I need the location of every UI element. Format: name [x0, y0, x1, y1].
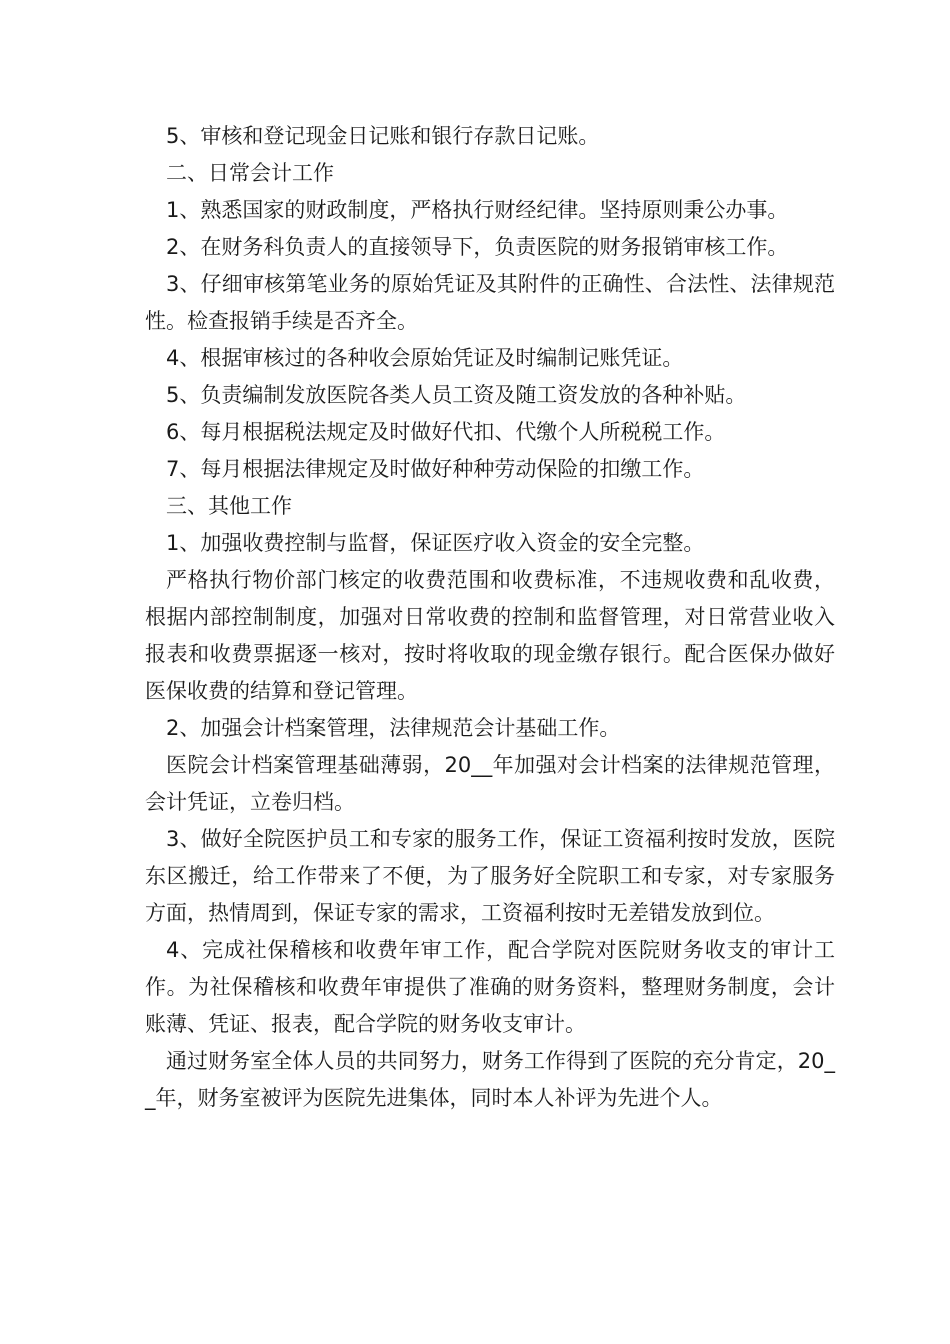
paragraph-item-3: 3、仔细审核第笔业务的原始凭证及其附件的正确性、合法性、法律规范性。检查报销手续是否齐全。 — [145, 272, 835, 333]
paragraph-item-2: 2、在财务科负责人的直接领导下，负责医院的财务报销审核工作。 — [166, 235, 789, 259]
paragraph-item-5-audit: 5、审核和登记现金日记账和银行存款日记账。 — [166, 124, 600, 148]
paragraph-other-3: 3、做好全院医护员工和专家的服务工作，保证工资福利按时发放，医院东区搬迁，给工作带来了不便，为了服务好全院职工和专家，对专家服务方面，热情周到，保证专家的需求，工资福利按时无差错发放到位。 — [145, 827, 835, 925]
paragraph-archive: 医院会计档案管理基础薄弱，20__年加强对会计档案的法律规范管理，会计凭证，立卷归档。 — [145, 753, 835, 814]
paragraph-conclusion: 通过财务室全体人员的共同努力，财务工作得到了医院的充分肯定，20__年，财务室被评为医院先进集体，同时本人补评为先进个人。 — [145, 1049, 835, 1110]
paragraph-fee-control: 严格执行物价部门核定的收费范围和收费标准，不违规收费和乱收费，根据内部控制制度，加强对日常收费的控制和监督管理，对日常营业收入报表和收费票据逐一核对，按时将收取的现金缴存银行。配合医保办做好医保收费的结算和登记管理。 — [145, 568, 835, 703]
paragraph-item-7: 7、每月根据法律规定及时做好种种劳动保险的扣缴工作。 — [166, 457, 705, 481]
paragraph-item-1: 1、熟悉国家的财政制度，严格执行财经纪律。坚持原则秉公办事。 — [166, 198, 789, 222]
document-body — [145, 118, 835, 1117]
paragraph-item-6: 6、每月根据税法规定及时做好代扣、代缴个人所税税工作。 — [166, 420, 726, 444]
paragraph-other-2: 2、加强会计档案管理，法律规范会计基础工作。 — [166, 716, 621, 740]
paragraph-other-4: 4、完成社保稽核和收费年审工作，配合学院对医院财务收支的审计工作。为社保稽核和收费年审提供了准确的财务资料，整理财务制度，会计账薄、凭证、报表，配合学院的财务收支审计。 — [145, 938, 835, 1036]
paragraph-other-1: 1、加强收费控制与监督，保证医疗收入资金的安全完整。 — [166, 531, 705, 555]
paragraph-item-4: 4、根据审核过的各种收会原始凭证及时编制记账凭证。 — [166, 346, 684, 370]
section-heading-daily-accounting: 二、日常会计工作 — [166, 161, 334, 185]
section-heading-other-work: 三、其他工作 — [166, 494, 292, 518]
paragraph-item-5: 5、负责编制发放医院各类人员工资及随工资发放的各种补贴。 — [166, 383, 747, 407]
